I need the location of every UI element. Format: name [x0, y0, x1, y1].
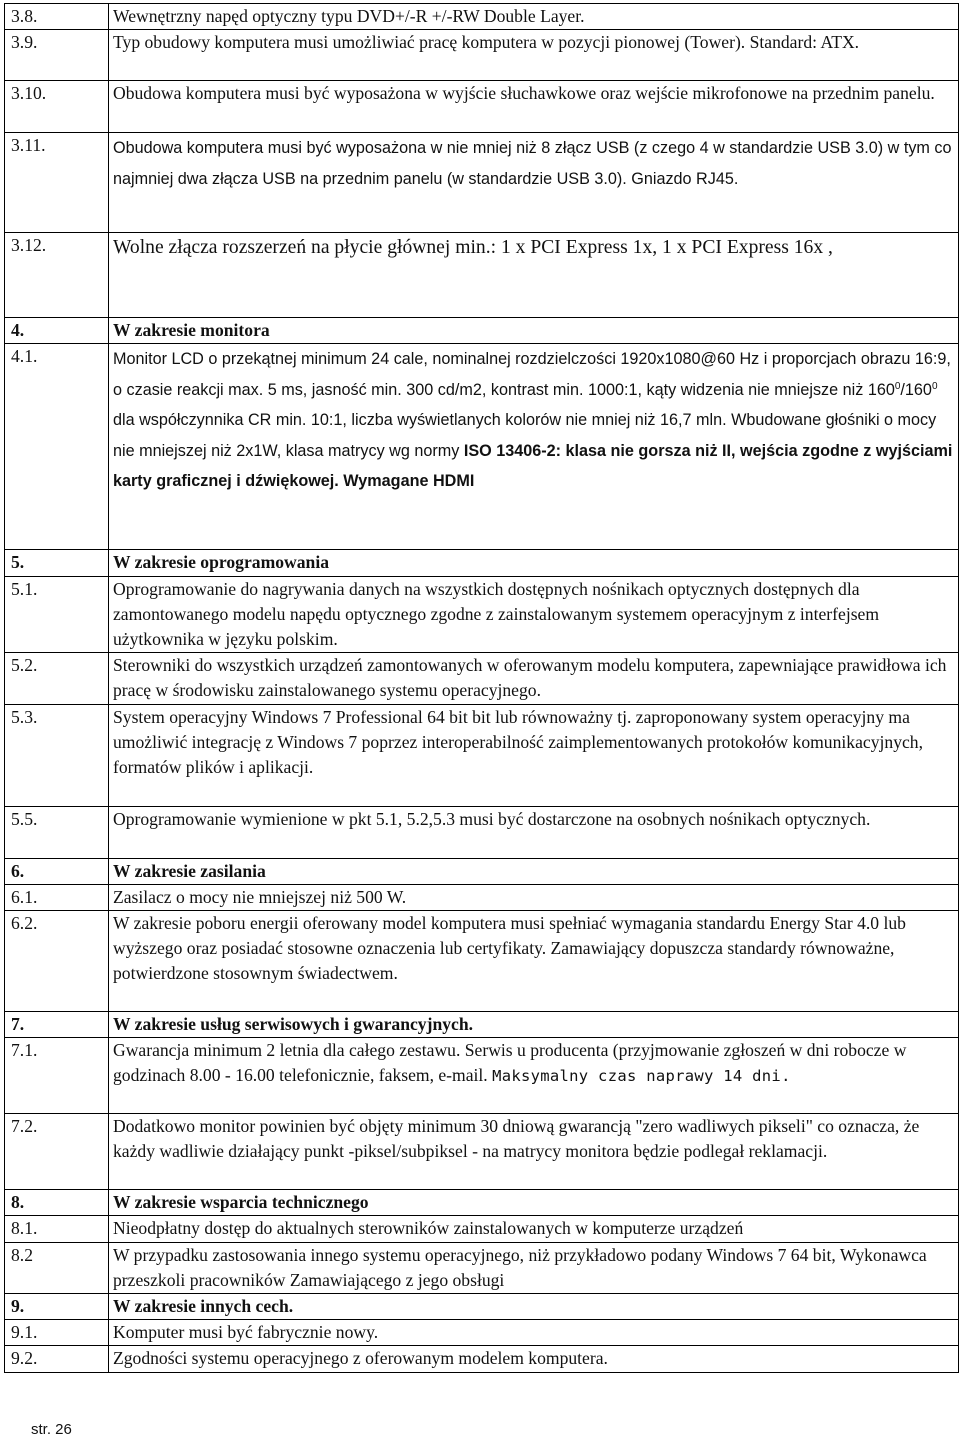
- item-text: [109, 233, 959, 318]
- item-text: [109, 1038, 959, 1114]
- monitor-text-part3: dla współczynnika CR min. 10:1, liczba wyświetlanych kolorów nie mniej niż 16,7 mln. Wbudowane głośniki o mocy nie mniejszej niż 2x1W, klasa matrycy wg normy: [113, 411, 937, 460]
- item-text: Wewnętrzny napęd optyczny typu DVD+/-R +/-RW Double Layer.: [109, 4, 959, 30]
- item-number: 5.5.: [5, 806, 109, 858]
- section-header-row: [5, 318, 959, 344]
- section-number: 7.: [5, 1012, 109, 1038]
- table-row: [5, 1038, 959, 1114]
- section-number: 9.: [5, 1294, 109, 1320]
- table-row: [5, 884, 959, 910]
- section-title: W zakresie innych cech.: [109, 1294, 959, 1320]
- monitor-text-part1: Monitor LCD o przekątnej minimum 24 cale, nominalnej rozdzielczości 1920x1080@60 Hz i proporcjach obrazu 16:9, o czasie reakcji max. 5 ms, jasność min. 300 cd/m2, kontrast min. 1000:1, kąty widzenia nie mniejsze niż 160: [113, 350, 951, 399]
- specification-table: [4, 3, 959, 1373]
- item-number: 3.9.: [5, 30, 109, 81]
- section-title: W zakresie zasilania: [109, 858, 959, 884]
- warranty-text: Gwarancja minimum 2 letnia dla całego zestawu. Serwis u producenta (przyjmowanie zgłoszeń w dni robocze w godzinach 8.00 - 16.00 telefonicznie, faksem, e-mail.: [113, 1040, 907, 1086]
- item-number: 6.1.: [5, 884, 109, 910]
- section-number: 8.: [5, 1190, 109, 1216]
- table-row: [5, 576, 959, 653]
- section-title: W zakresie monitora: [109, 318, 959, 344]
- item-number: 3.11.: [5, 133, 109, 233]
- table-row: [5, 1242, 959, 1293]
- item-number: 7.2.: [5, 1114, 109, 1190]
- section-number: 5.: [5, 550, 109, 576]
- item-text: Obudowa komputera musi być wyposażona w wyjście słuchawkowe oraz wejście mikrofonowe na przednim panelu.: [109, 81, 959, 133]
- table-row: [5, 911, 959, 1012]
- table-row: [5, 653, 959, 704]
- item-number: 5.1.: [5, 576, 109, 653]
- item-text: Typ obudowy komputera musi umożliwiać pracę komputera w pozycji pionowej (Tower). Standard: ATX.: [109, 30, 959, 81]
- monitor-text-part2: /160: [900, 380, 932, 399]
- item-number: 3.12.: [5, 233, 109, 318]
- table-row: [5, 4, 959, 30]
- item-text: W przypadku zastosowania innego systemu operacyjnego, niż przykładowo podany Windows 7 64 bit, Wykonawca przeszkoli pracowników Zamawiającego z jego obsługi: [109, 1242, 959, 1293]
- item-number: 4.1.: [5, 344, 109, 550]
- section-title: W zakresie usług serwisowych i gwarancyjnych.: [109, 1012, 959, 1038]
- section-header-row: [5, 1012, 959, 1038]
- section-header-row: [5, 550, 959, 576]
- section-number: 4.: [5, 318, 109, 344]
- repair-time-text: Maksymalny czas naprawy 14 dni.: [492, 1067, 791, 1086]
- item-text: Oprogramowanie wymienione w pkt 5.1, 5.2,5.3 musi być dostarczone na osobnych nośnikach optycznych.: [109, 806, 959, 858]
- item-text: Sterowniki do wszystkich urządzeń zamontowanych w oferowanym modelu komputera, zapewniające prawidłowa ich pracę w środowisku zainstalowanego systemu operacyjnego.: [109, 653, 959, 704]
- table-row: [5, 1346, 959, 1372]
- item-number: 6.2.: [5, 911, 109, 1012]
- item-text: Zgodności systemu operacyjnego z oferowanym modelem komputera.: [109, 1346, 959, 1372]
- item-number: 3.8.: [5, 4, 109, 30]
- item-text-large: Wolne złącza rozszerzeń na płycie głównej min.: 1 x PCI Express 1x, 1 x PCI Express 16x ,: [113, 237, 833, 259]
- item-number: 8.2: [5, 1242, 109, 1293]
- table-row: [5, 704, 959, 806]
- item-text: Nieodpłatny dostęp do aktualnych sterowników zainstalowanych w komputerze urządzeń: [109, 1216, 959, 1242]
- table-row: [5, 81, 959, 133]
- table-row: [5, 806, 959, 858]
- table-row: [5, 1216, 959, 1242]
- item-text: Dodatkowo monitor powinien być objęty minimum 30 dniową gwarancją "zero wadliwych pikseli" co oznacza, że każdy wadliwie działający punkt -piksel/subpiksel - na matrycy monitora będzie podlegał reklamacji.: [109, 1114, 959, 1190]
- table-row: [5, 233, 959, 318]
- page-number: str. 26: [31, 1421, 72, 1438]
- item-text: Zasilacz o mocy nie mniejszej niż 500 W.: [109, 884, 959, 910]
- item-text: Oprogramowanie do nagrywania danych na wszystkich dostępnych nośnikach optycznych dostępnych dla zamontowanego modelu napędu optycznego zgodne z zainstalowanym systemem operacyjnym z interfejsem użytkownika w języku polskim.: [109, 576, 959, 653]
- degree-superscript: 0: [931, 380, 938, 392]
- monitor-text-bold: ISO 13406-2: klasa nie gorsza niż II, wejścia zgodne z wyjściami karty graficznej i dźwiękowej. Wymagane HDMI: [113, 441, 953, 491]
- item-number: 8.1.: [5, 1216, 109, 1242]
- section-title: W zakresie oprogramowania: [109, 550, 959, 576]
- section-header-row: [5, 1294, 959, 1320]
- degree-superscript: 0: [894, 380, 901, 392]
- item-text: System operacyjny Windows 7 Professional 64 bit bit lub równoważny tj. zaproponowany system operacyjny ma umożliwić integrację z Windows 7 poprzez interoperabilność zaimplementowanych protokołów komunikacyjnych, formatów plików i aplikacji.: [109, 704, 959, 806]
- item-number: 7.1.: [5, 1038, 109, 1114]
- item-number: 5.3.: [5, 704, 109, 806]
- table-row: [5, 1114, 959, 1190]
- item-number: 5.2.: [5, 653, 109, 704]
- item-text: Obudowa komputera musi być wyposażona w nie mniej niż 8 złącz USB (z czego 4 w standardzie USB 3.0) w tym co najmniej dwa złącza USB na przednim panelu (w standardzie USB 3.0). Gniazdo RJ45.: [109, 133, 959, 233]
- item-number: 3.10.: [5, 81, 109, 133]
- section-title: W zakresie wsparcia technicznego: [109, 1190, 959, 1216]
- section-header-row: [5, 1190, 959, 1216]
- table-row: [5, 1320, 959, 1346]
- item-number: 9.2.: [5, 1346, 109, 1372]
- table-row: [5, 344, 959, 550]
- item-number: 9.1.: [5, 1320, 109, 1346]
- item-text: Komputer musi być fabrycznie nowy.: [109, 1320, 959, 1346]
- section-number: 6.: [5, 858, 109, 884]
- section-header-row: [5, 858, 959, 884]
- item-text: W zakresie poboru energii oferowany model komputera musi spełniać wymagania standardu Energy Star 4.0 lub wyższego oraz posiadać stosowne oznaczenia lub certyfikaty. Zamawiający dopuszcza standardy równoważne, potwierdzone stosownym świadectwem.: [109, 911, 959, 1012]
- monitor-spec-text: [109, 344, 959, 550]
- table-row: [5, 30, 959, 81]
- table-row: [5, 133, 959, 233]
